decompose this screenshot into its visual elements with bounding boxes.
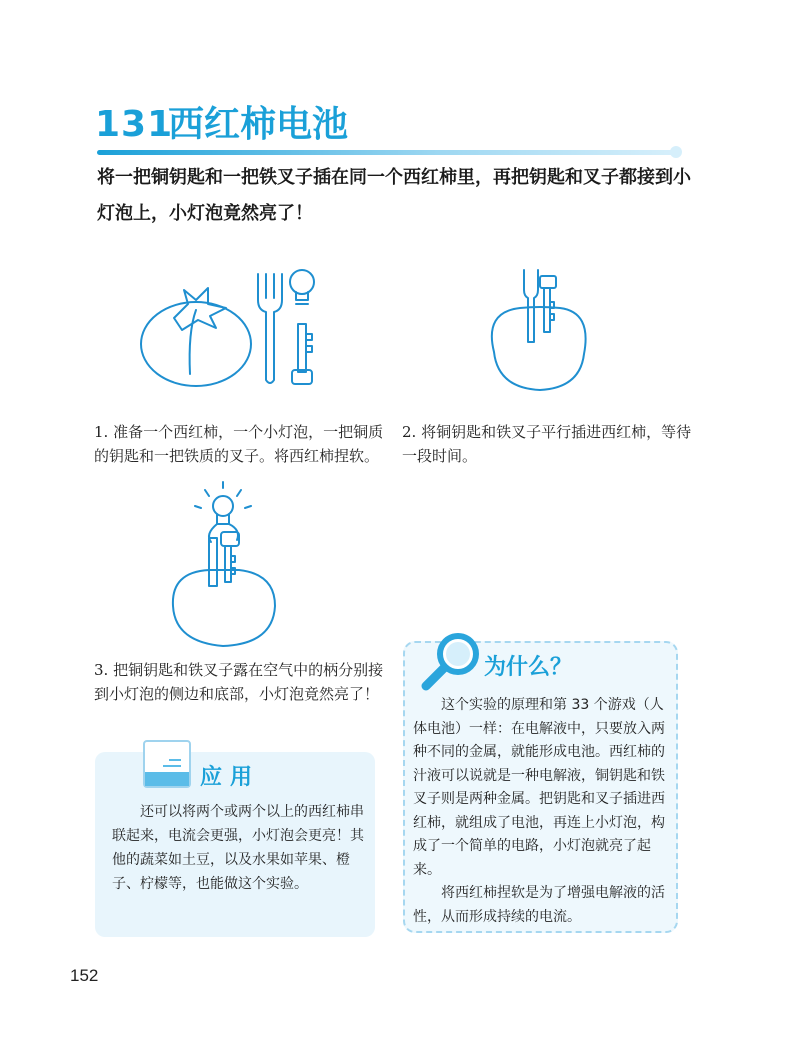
lightbulb-icon — [290, 270, 314, 304]
step-3-text: 3. 把铜钥匙和铁叉子露在空气中的柄分别接到小灯泡的侧边和底部，小灯泡竟然亮了！ — [94, 661, 384, 703]
why-paragraph-1: 这个实验的原理和第 33 个游戏（人体电池）一样：在电解液中，只要放入两种不同的金属，就能形成电池。西红柿的汁液可以说就是一种电解液，铜钥匙和铁叉子则是两种金属。把钥匙和叉子插进西红柿，就组成了电池，再连上小灯泡，构成了一个简单的电路，小灯泡就亮了起来。 — [413, 697, 665, 878]
title-underline — [97, 150, 675, 155]
lesson-number: 131 — [95, 104, 174, 145]
step3-illustration — [165, 478, 285, 650]
fork-icon — [524, 270, 538, 342]
fork-icon — [258, 274, 282, 383]
magnifier-icon — [418, 630, 484, 694]
lightbulb-icon — [213, 496, 233, 524]
fork-icon — [209, 538, 217, 586]
title-underline-end — [670, 146, 682, 158]
step2-illustration — [480, 262, 600, 402]
page-number: 152 — [70, 966, 99, 985]
why-paragraph-2: 将西红柿捏软是为了增强电解液的活性，从而形成持续的电流。 — [413, 885, 665, 925]
application-text: 还可以将两个或两个以上的西红柿串联起来，电流会更强，小灯泡会更亮！其他的蔬菜如土豆，以及水果如苹果、橙子、柠檬等，也能做这个实验。 — [112, 804, 364, 892]
tomato-icon — [492, 307, 586, 390]
page-title: 西红柿电池 — [168, 104, 349, 145]
why-text — [413, 694, 673, 929]
intro-text: 将一把铜钥匙和一把铁叉子插在同一个西红柿里，再把钥匙和叉子都接到小灯泡上，小灯泡竟然亮了！ — [97, 167, 691, 224]
application-title: 应用 — [200, 765, 261, 790]
tomato-icon — [141, 288, 251, 386]
key-icon — [292, 324, 312, 384]
step1-illustration — [130, 262, 330, 392]
why-title: 为什么？ — [484, 655, 573, 680]
step-1-text: 1. 准备一个西红柿，一个小灯泡，一把铜质的钥匙和一把铁质的叉子。将西红柿捏软。 — [94, 423, 384, 465]
key-icon — [540, 276, 556, 332]
step-2-text: 2. 将铜钥匙和铁叉子平行插进西红柿，等待一段时间。 — [402, 423, 692, 465]
tomato-icon — [173, 570, 275, 646]
notepad-icon — [143, 740, 191, 788]
